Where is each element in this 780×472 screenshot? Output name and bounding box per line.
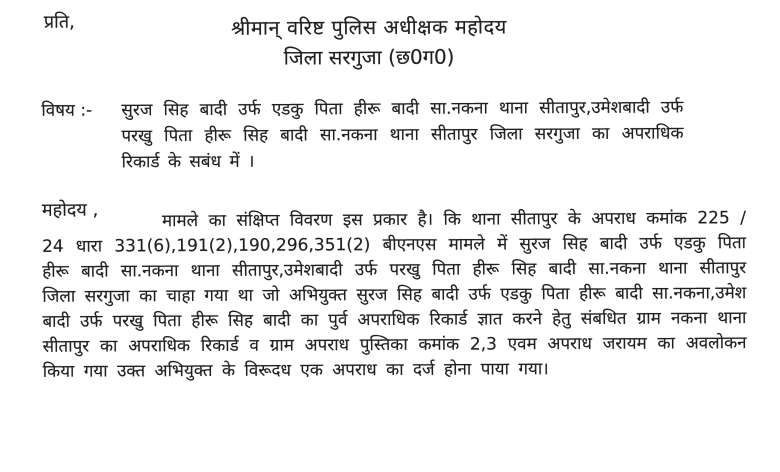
subject-section xyxy=(41,94,701,175)
addressee-block xyxy=(149,11,589,73)
body-paragraph: मामले का संक्षिप्त विवरण इस प्रकार है। कि थाना सीतापुर के अपराध कमांक 225 / 24 धारा 331(6),191(2),190,296,351(2) बीएनएस मामले में सुरज सिह बादी उर्फ एडकु पिता हीरू बादी सा.नकना थाना सीतापुर,उमेशबादी उर्फ परखु पिता हीरू सिह बादी सा.नकना थाना सीतापुर जिला सरगुजा का चाहा गया था जो अभियुक्त सुरज सिह बादी उर्फ एडकु पिता हीरू बादी सा.नकना,उमेश बादी उर्फ परखु पिता हीरू सिह बादी का पुर्व अपराधिक रिकार्ड ज्ञात करने हेतु संबधित ग्राम नकना थाना सीतापुर का अपराधिक रिकार्ड व ग्राम अपराध पुस्तिका कमांक 2,3 एवम अपराध जरायम का अवलोकन किया गया उक्त अभियुक्त के विरूदध एक अपराध का दर्ज होना पाया गया। xyxy=(42,208,747,382)
subject-text: सुरज सिह बादी उर्फ एडकु पिता हीरू बादी सा.नकना थाना सीतापुर,उमेशबादी उर्फ परखु पिता हीरू सिह बादी सा.नकना थाना सीतापुर जिला सरगुजा का अपराधिक रिकार्ड के सबंध में । xyxy=(121,97,684,173)
greeting: महोदय , xyxy=(41,199,99,221)
subject-label: विषय :- xyxy=(41,100,93,121)
addressee-line1: श्रीमान् वरिष्ट पुलिस अधीक्षक महोदय xyxy=(230,14,507,40)
salutation-to: प्रति, xyxy=(43,11,75,33)
addressee-line2: जिला सरगुजा (छ0ग0) xyxy=(283,44,455,70)
